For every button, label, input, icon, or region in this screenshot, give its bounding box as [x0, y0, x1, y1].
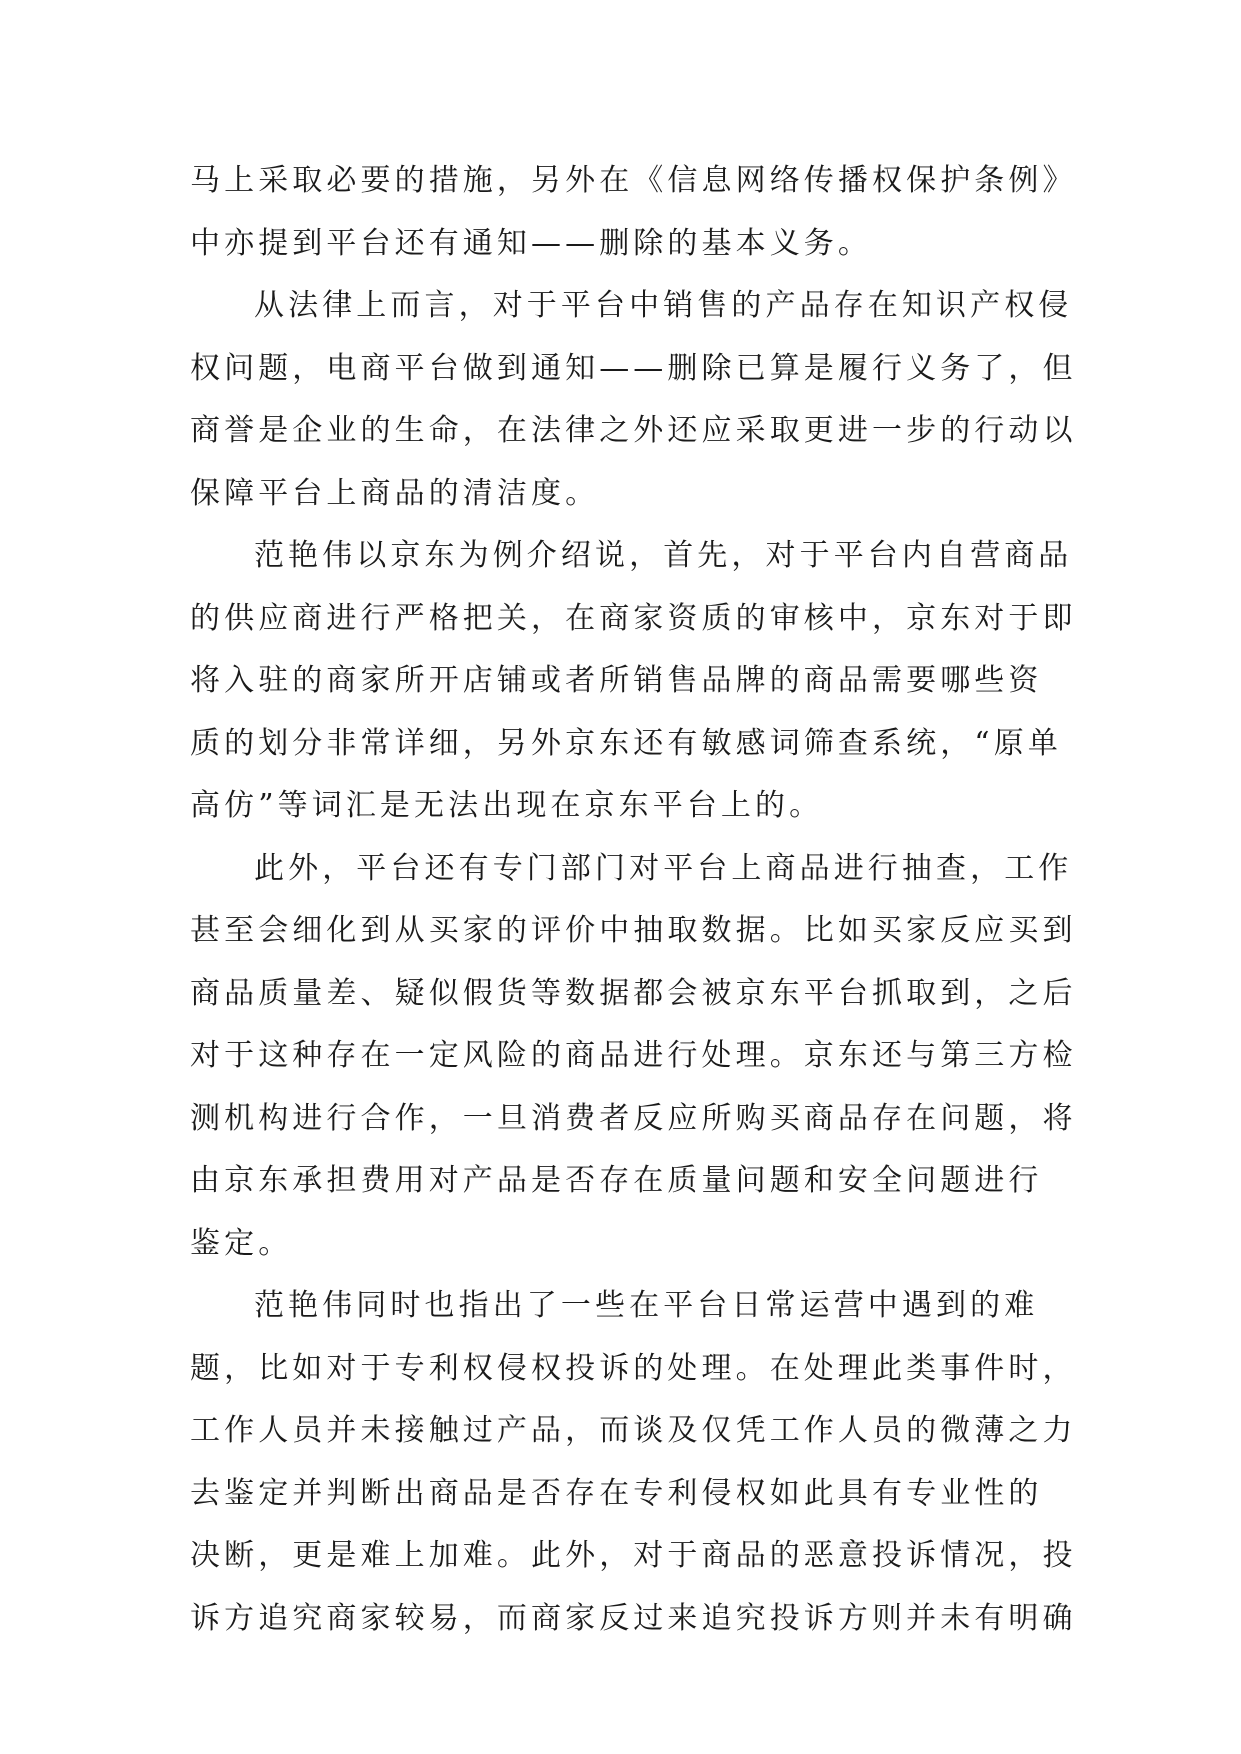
text-line: 决断，更是难上加难。此外，对于商品的恶意投诉情况，投: [190, 1538, 1077, 1573]
text-line: 诉方追究商家较易，而商家反过来追究投诉方则并未有明确: [190, 1600, 1077, 1636]
text-line: 题，比如对于专利权侵权投诉的处理。在处理此类事件时，: [190, 1350, 1077, 1386]
text-line: 质的划分非常详细，另外京东还有敏感词筛查系统，“原单: [190, 725, 1062, 761]
text-line: 工作人员并未接触过产品，而谈及仅凭工作人员的微薄之力: [190, 1413, 1077, 1448]
text-line: 由京东承担费用对产品是否存在质量问题和安全问题进行: [190, 1163, 1043, 1198]
body-text: [190, 150, 1077, 1650]
text-line: 将入驻的商家所开店铺或者所销售品牌的商品需要哪些资: [190, 663, 1043, 698]
text-line: 商品质量差、疑似假货等数据都会被京东平台抓取到，之后: [190, 975, 1077, 1011]
text-line: 对于这种存在一定风险的商品进行处理。京东还与第三方检: [190, 1038, 1077, 1073]
text-line: 去鉴定并判断出商品是否存在专利侵权如此具有专业性的: [190, 1475, 1043, 1511]
text-line: 商誉是企业的生命，在法律之外还应采取更进一步的行动以: [190, 413, 1077, 448]
text-line: 高仿”等词汇是无法出现在京东平台上的。: [190, 788, 824, 823]
text-line: 保障平台上商品的清洁度。: [190, 475, 600, 511]
text-line: 甚至会细化到从买家的评价中抽取数据。比如买家反应买到: [190, 913, 1077, 948]
text-line: 中亦提到平台还有通知——删除的基本义务。: [190, 225, 872, 261]
text-line: 测机构进行合作，一旦消费者反应所购买商品存在问题，将: [190, 1100, 1077, 1136]
text-line: 鉴定。: [190, 1225, 293, 1261]
text-line: 此外，平台还有专门部门对平台上商品进行抽查，工作: [254, 850, 1073, 886]
text-line: 权问题，电商平台做到通知——删除已算是履行义务了，但: [190, 350, 1077, 386]
text-line: 的供应商进行严格把关，在商家资质的审核中，京东对于即: [190, 600, 1077, 636]
text-line: 范艳伟以京东为例介绍说，首先，对于平台内自营商品: [254, 538, 1073, 573]
text-line: 从法律上而言，对于平台中销售的产品存在知识产权侵: [254, 288, 1073, 323]
text-line: 范艳伟同时也指出了一些在平台日常运营中遇到的难: [254, 1288, 1039, 1323]
text-line: 马上采取必要的措施，另外在《信息网络传播权保护条例》: [190, 163, 1077, 198]
